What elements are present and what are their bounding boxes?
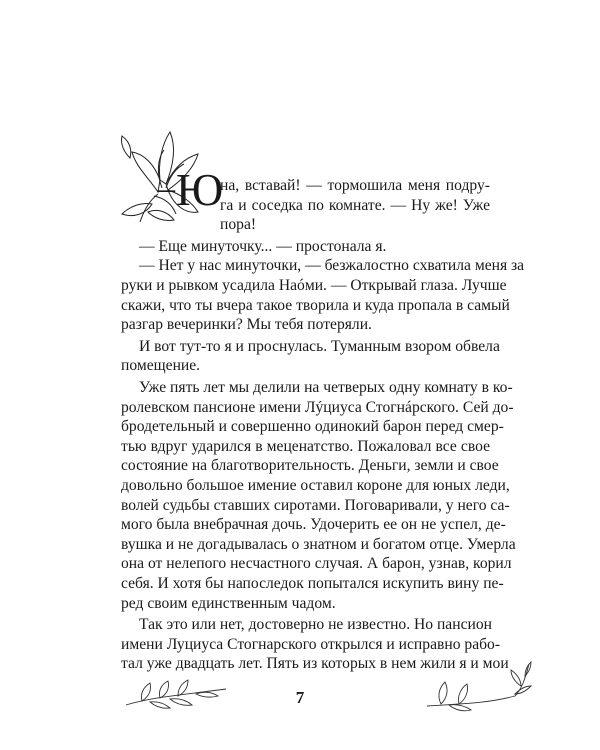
text-line: Уже пять лет мы делили на четверых одну комнату в ко- [139, 379, 513, 396]
text-line: она от нелепого несчастного случая. А барон, узнав, корил [121, 555, 512, 573]
text-line: ролевском пансионе имени Лýциуса Стогнáрского. Сей до- [121, 398, 514, 416]
text-line: мого была внебрачная дочь. Удочерить ее он не успел, де- [121, 516, 506, 534]
text-line: на, вставай! — тормошила меня подру- [220, 177, 490, 194]
text-line: — Нет у нас минуточки, — безжалостно схватила меня за [139, 257, 525, 275]
text-line: довольно большое имение оставил короне для юных леди, [121, 477, 510, 494]
text-line: тью вдруг ударился в меценатство. Пожаловал все свое [121, 437, 490, 455]
drop-cap-letter: Ю [176, 164, 224, 215]
text-line: помещение. [121, 357, 201, 375]
text-line: — Еще минуточку... — простонала я. [139, 237, 387, 255]
page-number: 7 [295, 688, 305, 707]
text-line: И вот тут-то я и проснулась. Туманным взором обвела [139, 337, 500, 355]
text-line: разгар вечеринки? Мы тебя потеряли. [121, 316, 372, 334]
text-line: имени Луциуса Стогнарского открылся и исправно рабо- [121, 635, 501, 653]
text-line: волей судьбы ставших сиротами. Поговаривали, у него са- [121, 496, 510, 514]
text-line: состояние на благотворительность. Деньги, земли и свое [121, 457, 499, 475]
text-line: тал уже двадцать лет. Пять из которых в нем жили я и мои [121, 655, 509, 673]
text-line: ред своим единственным чадом. [121, 594, 336, 612]
text-line: га и соседка по комнате. — Ну же! Уже [220, 196, 490, 214]
drop-cap: –Ю [158, 164, 224, 215]
text-line: бродетельный и совершенно одинокий барон перед смер- [121, 418, 504, 436]
text-line: руки и рывком усадила Наóми. — Открывай глаза. Лучше [121, 277, 507, 294]
text-line: вушка и не догадывалась о знатном и богатом отце. Умерла [121, 535, 516, 553]
text-line: скажи, что ты вчера такое творила и куда пропала в самый [121, 296, 510, 314]
text-line: пора! [220, 216, 257, 234]
text-line: себя. И хотя бы напоследок попытался искупить вину пе- [121, 575, 504, 592]
text-line: Так это или нет, достоверно не известно. Но пансион [139, 616, 492, 634]
